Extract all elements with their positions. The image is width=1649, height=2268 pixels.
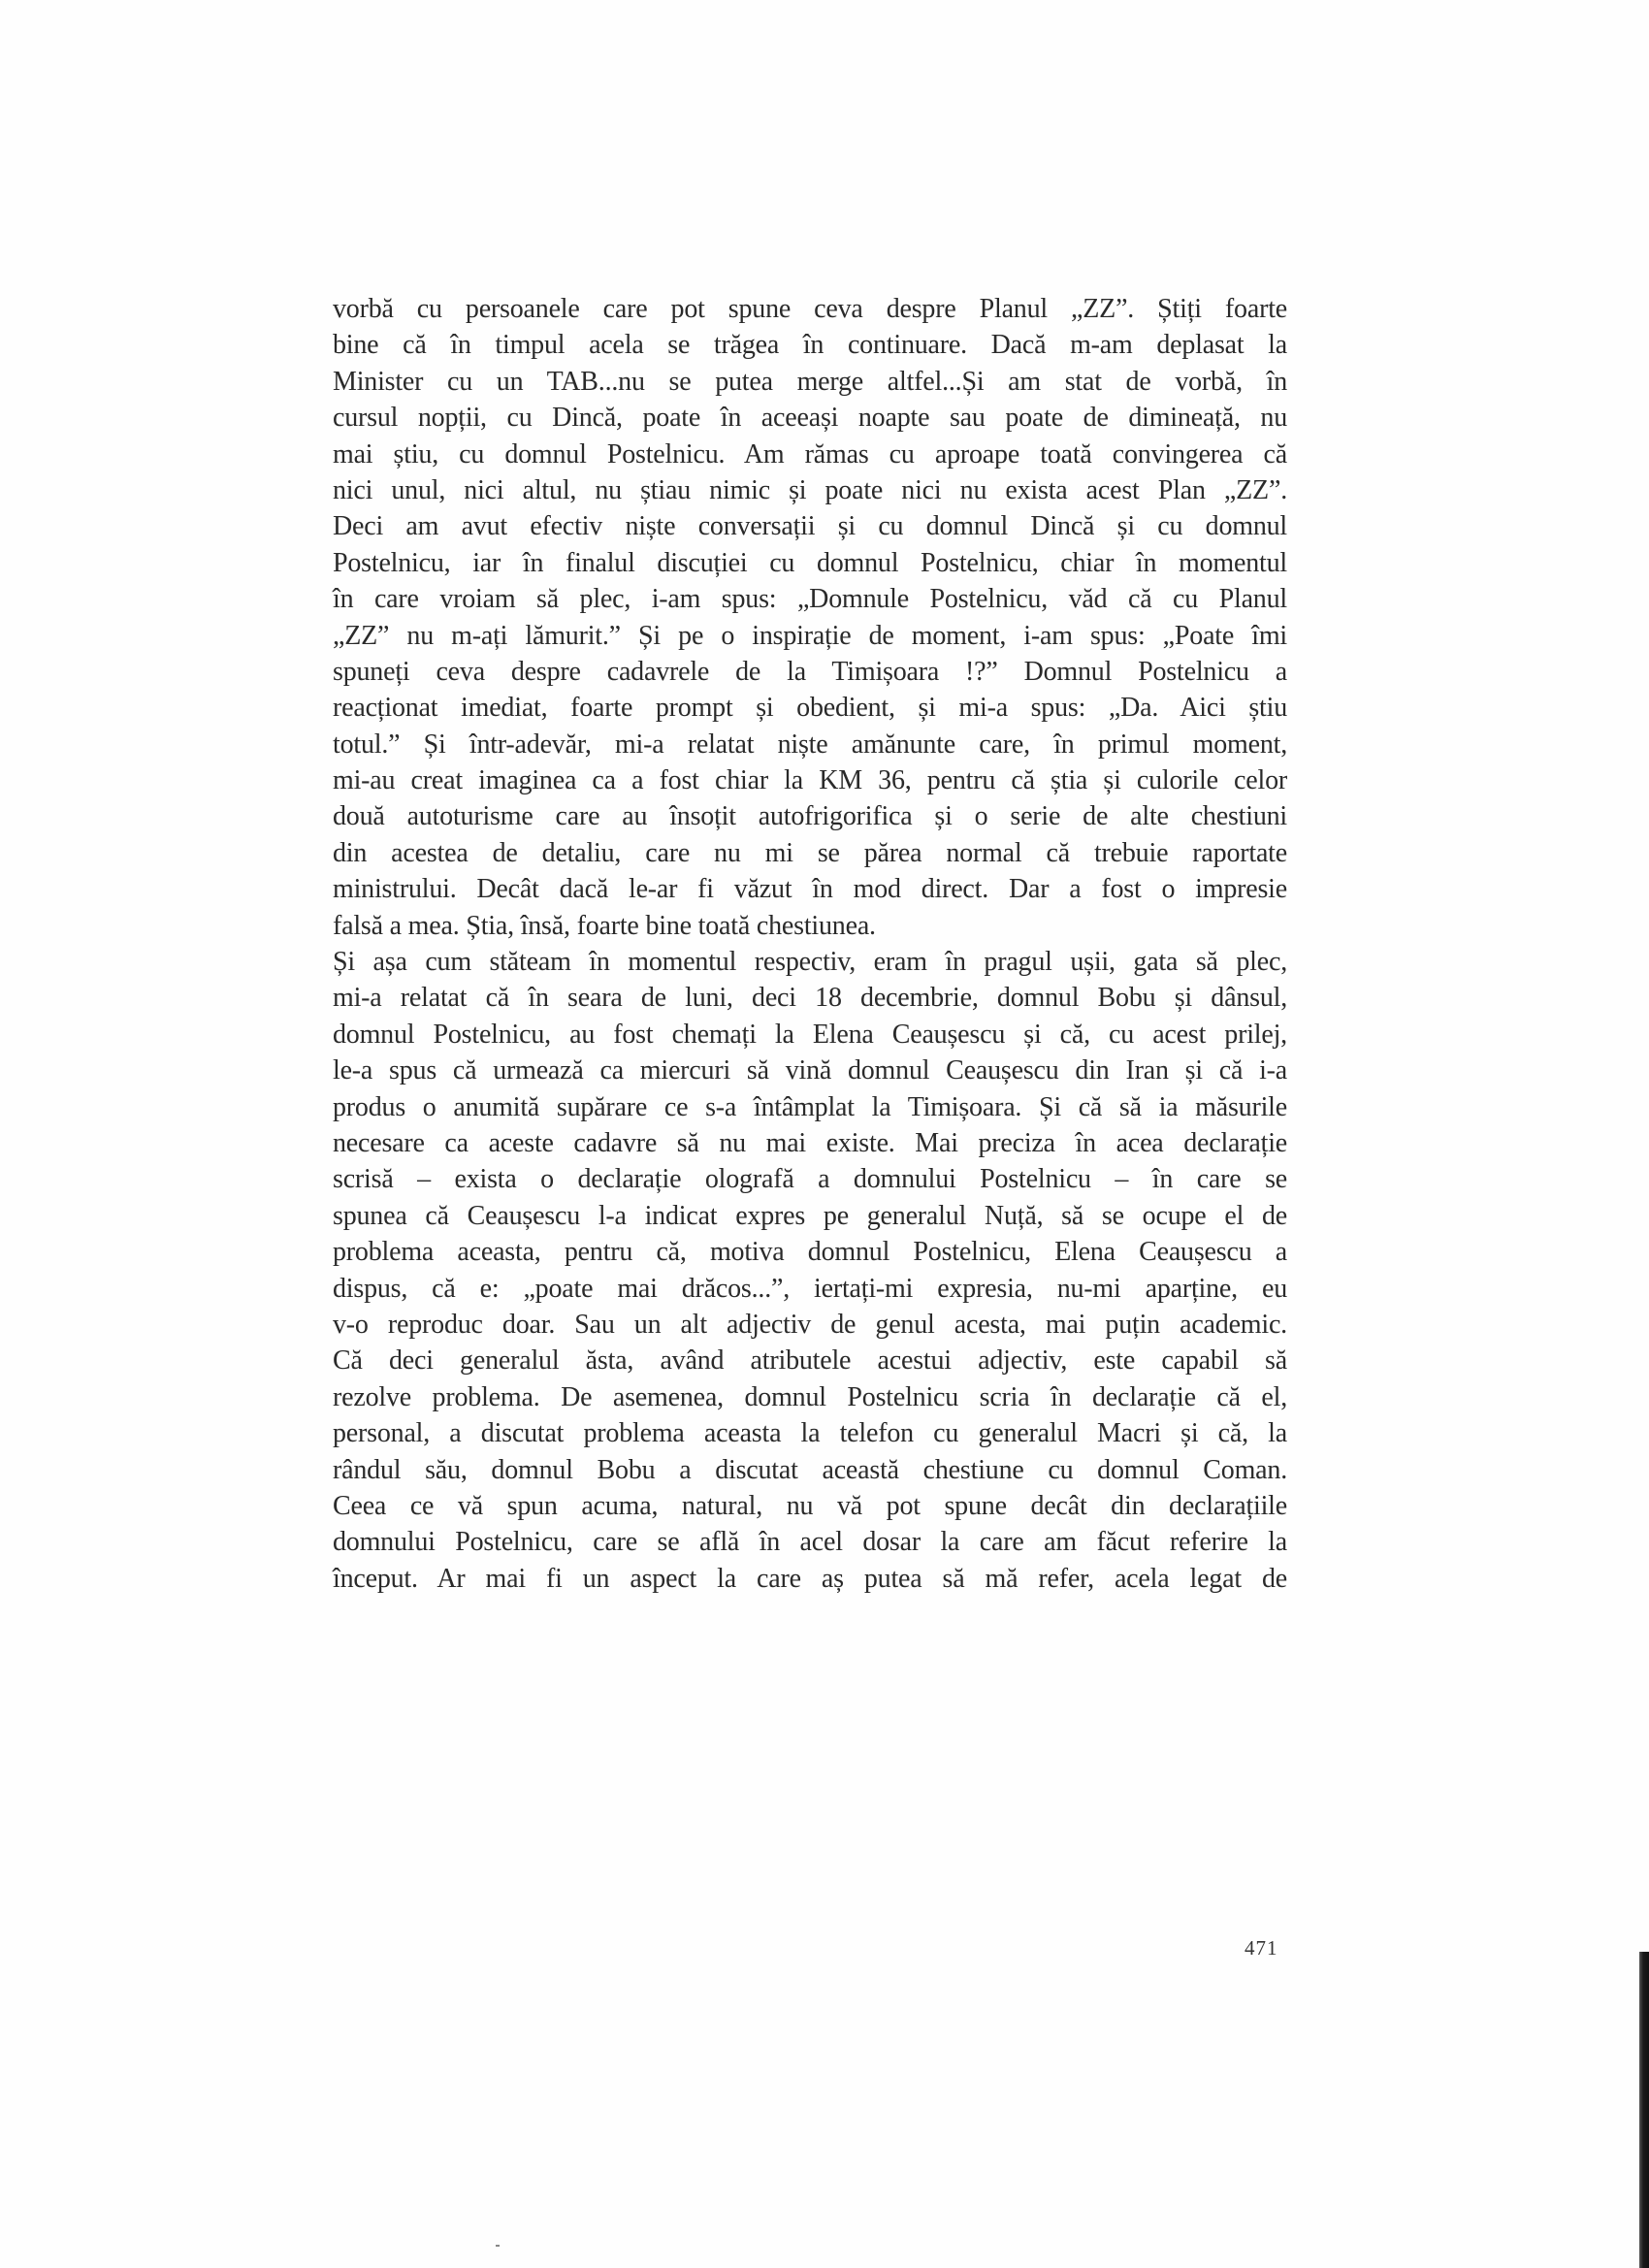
text-line: „ZZ” nu m-ați lămurit.” Și pe o inspirație de moment, i-am spus: „Poate îmi: [333, 620, 1287, 651]
text-line: mai știu, cu domnul Postelnicu. Am rămas cu aproape toată convingerea că: [333, 438, 1287, 470]
text-line: dispus, că e: „poate mai drăcos...”, iertați-mi expresia, nu-mi aparține, eu: [333, 1273, 1287, 1304]
text-line: rândul său, domnul Bobu a discutat această chestiune cu domnul Coman.: [333, 1454, 1287, 1485]
text-line: nici unul, nici altul, nu știau nimic și poate nici nu exista acest Plan „ZZ”.: [333, 474, 1287, 505]
text-line: mi-au creat imaginea ca a fost chiar la KM 36, pentru că știa și culorile celor: [333, 765, 1287, 796]
text-line: problema aceasta, pentru că, motiva domnul Postelnicu, Elena Ceaușescu a: [333, 1237, 1287, 1268]
scan-speck: [496, 2245, 500, 2247]
text-line: din acestea de detaliu, care nu mi se părea normal că trebuie raportate: [333, 837, 1287, 868]
text-line: rezolve problema. De asemenea, domnul Postelnicu scria în declarație că el,: [333, 1381, 1287, 1412]
page-number: 471: [1245, 1936, 1278, 1960]
text-line: vorbă cu persoanele care pot spune ceva despre Planul „ZZ”. Știți foarte: [333, 294, 1287, 324]
scan-edge-shadow: [1639, 1952, 1649, 2268]
text-line: falsă a mea. Știa, însă, foarte bine toată chestiunea.: [333, 910, 876, 941]
text-line: produs o anumită supărare ce s-a întâmplat la Timișoara. Și că să ia măsurile: [333, 1091, 1287, 1122]
text-line: spuneți ceva despre cadavrele de la Timișoara !?” Domnul Postelnicu a: [333, 656, 1287, 687]
text-line: Și așa cum stăteam în momentul respectiv, eram în pragul ușii, gata să plec,: [333, 947, 1287, 978]
text-line: două autoturisme care au însoțit autofrigorifica și o serie de alte chestiuni: [333, 801, 1287, 832]
text-line: în care vroiam să plec, i-am spus: „Domnule Postelnicu, văd că cu Planul: [333, 584, 1287, 615]
text-line: personal, a discutat problema aceasta la telefon cu generalul Macri și că, la: [333, 1418, 1287, 1449]
text-line: început. Ar mai fi un aspect la care aș putea să mă refer, acela legat de: [333, 1563, 1287, 1594]
text-line: necesare ca aceste cadavre să nu mai existe. Mai preciza în acea declarație: [333, 1127, 1287, 1158]
text-line: Ceea ce vă spun acuma, natural, nu vă pot spune decât din declarațiile: [333, 1490, 1287, 1521]
text-line: Deci am avut efectiv niște conversații și cu domnul Dincă și cu domnul: [333, 511, 1287, 542]
text-line: Că deci generalul ăsta, având atributele acestui adjectiv, este capabil să: [333, 1345, 1287, 1377]
text-line: spunea că Ceaușescu l-a indicat expres pe generalul Nuță, să se ocupe el de: [333, 1200, 1287, 1231]
text-line: Postelnicu, iar în finalul discuției cu domnul Postelnicu, chiar în momentul: [333, 547, 1287, 578]
text-line: ministrului. Decât dacă le-ar fi văzut în mod direct. Dar a fost o impresie: [333, 874, 1287, 905]
text-line: v-o reproduc doar. Sau un alt adjectiv de genul acesta, mai puțin academic.: [333, 1309, 1287, 1340]
text-line: bine că în timpul acela se trăgea în continuare. Dacă m-am deplasat la: [333, 330, 1287, 361]
text-line: domnului Postelnicu, care se află în acel dosar la care am făcut referire la: [333, 1527, 1287, 1558]
text-line: domnul Postelnicu, au fost chemați la Elena Ceaușescu și că, cu acest prilej,: [333, 1019, 1287, 1050]
text-line: cursul nopții, cu Dincă, poate în aceeași noapte sau poate de dimineață, nu: [333, 403, 1287, 434]
text-line: le-a spus că urmează ca miercuri să vină domnul Ceaușescu din Iran și că i-a: [333, 1055, 1287, 1086]
text-line: totul.” Și într-adevăr, mi-a relatat niște amănunte care, în primul moment,: [333, 729, 1287, 760]
text-line: reacționat imediat, foarte prompt și obedient, și mi-a spus: „Da. Aici știu: [333, 693, 1287, 724]
body-text: [333, 291, 1287, 1597]
text-line: scrisă – exista o declarație olografă a domnului Postelnicu – în care se: [333, 1164, 1287, 1195]
text-line: Minister cu un TAB...nu se putea merge altfel...Și am stat de vorbă, în: [333, 366, 1287, 397]
text-line: mi-a relatat că în seara de luni, deci 18 decembrie, domnul Bobu și dânsul,: [333, 983, 1287, 1014]
